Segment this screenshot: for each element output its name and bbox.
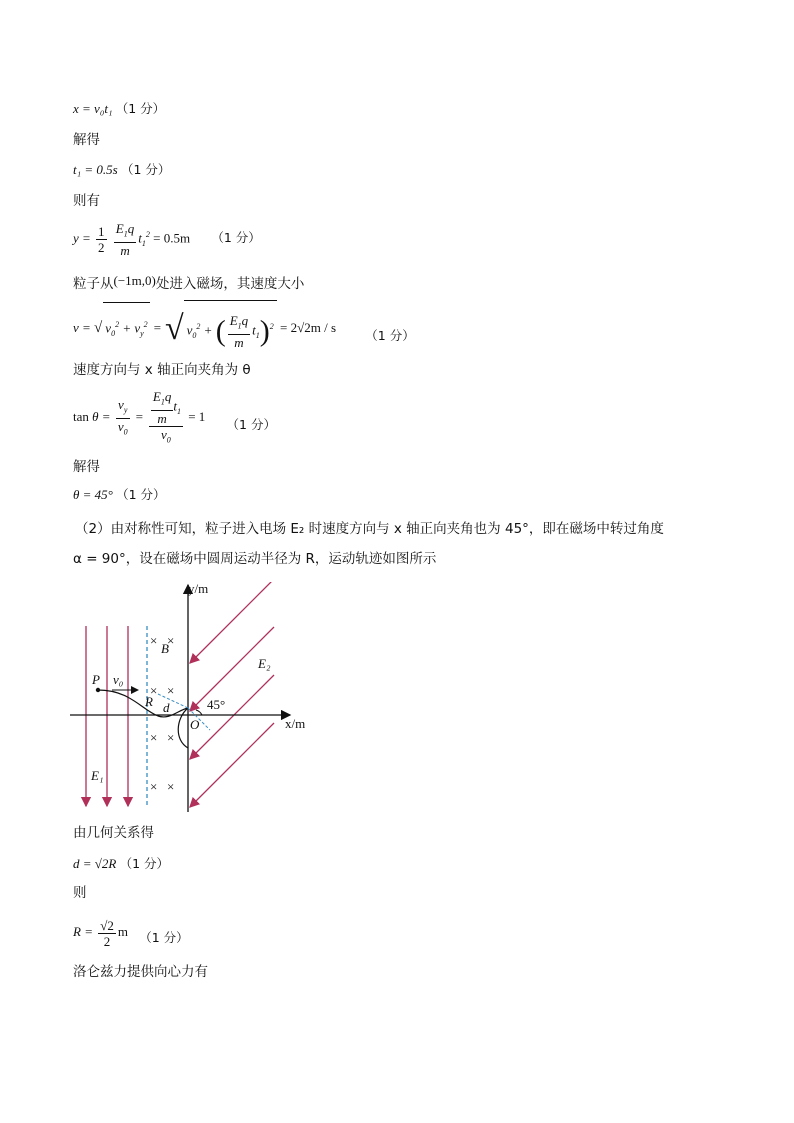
equation-v: v = √ $v_0^2 + v_y^2$ = √ $v_0^2$ + ( $\frac{E_1q}{m}$ $t_1)^2 = 2√2m / s$ （1 分）: [73, 300, 415, 358]
distance-label: d: [163, 700, 170, 715]
p-label: P: [92, 672, 100, 687]
text-solve-2: 解得: [73, 459, 100, 475]
text-solve-1: 解得: [73, 132, 100, 148]
cross-mark: ×: [150, 779, 158, 794]
e2-field-line: [190, 723, 274, 807]
radius-label: R: [145, 694, 153, 709]
equation-tan: tan θ = $\frac{v_y}{v_0}$ = $\frac{E_1q}{m}$ $t_1$ $v_0$ = 1 （1 分）: [73, 388, 276, 445]
particle-trajectory: [98, 690, 188, 748]
cross-mark: ×: [150, 683, 158, 698]
angle-arc: [196, 710, 202, 715]
text-then-1: 则有: [73, 193, 100, 209]
text-geometry: 由几何关系得: [73, 825, 154, 841]
cross-mark: ×: [167, 683, 175, 698]
text-part2-line2: α = 90°，设在磁场中圆周运动半径为 R，运动轨迹如图所示: [73, 551, 437, 567]
equation-t1: t₁ = 0.5s （1 分）: [73, 162, 171, 177]
equation-y: y = $\frac{1}{2}$ $\frac{E_1q}{m}$ $t_1^2 = 0.5m$ （1 分）: [73, 221, 261, 258]
cross-mark: ×: [150, 633, 158, 648]
text-angle-theta: 速度方向与 x 轴正向夹角为 θ: [73, 362, 251, 378]
angle-label: 45°: [207, 697, 226, 712]
text-lorentz: 洛仑兹力提供向心力有: [73, 964, 208, 980]
v0-label: v₀: [113, 672, 124, 687]
equation-theta: θ = 45° （1 分）: [73, 487, 166, 502]
cross-mark: ×: [167, 779, 175, 794]
origin-label: O: [190, 717, 200, 732]
b-field-label: B: [161, 641, 169, 656]
e2-field-line: [190, 675, 274, 759]
text-enter-field: 粒子从(−1m,0)处进入磁场，其速度大小: [73, 273, 305, 292]
equation-x: x = v₀t₁ （1 分）: [73, 101, 166, 116]
text-then-2: 则: [73, 885, 87, 901]
point-p: [96, 688, 100, 692]
y-axis-label: y/m: [188, 582, 209, 596]
e2-label: E₂: [258, 656, 271, 671]
equation-r: R = $\frac{√2}{2}$ m （1 分）: [73, 917, 189, 949]
cross-mark: ×: [167, 633, 175, 648]
e2-field-lines: [190, 582, 274, 807]
cross-mark: ×: [150, 730, 158, 745]
trajectory-figure: [70, 582, 320, 814]
e1-label: E₁: [91, 768, 104, 783]
cross-mark: ×: [167, 730, 175, 745]
text-part2-line1: （2）由对称性可知，粒子进入电场 E₂ 时速度方向与 x 轴正向夹角也为 45°，即在磁场中转过角度: [75, 521, 664, 537]
x-axis-label: x/m: [285, 716, 306, 731]
equation-d: d = √2R （1 分）: [73, 856, 170, 871]
